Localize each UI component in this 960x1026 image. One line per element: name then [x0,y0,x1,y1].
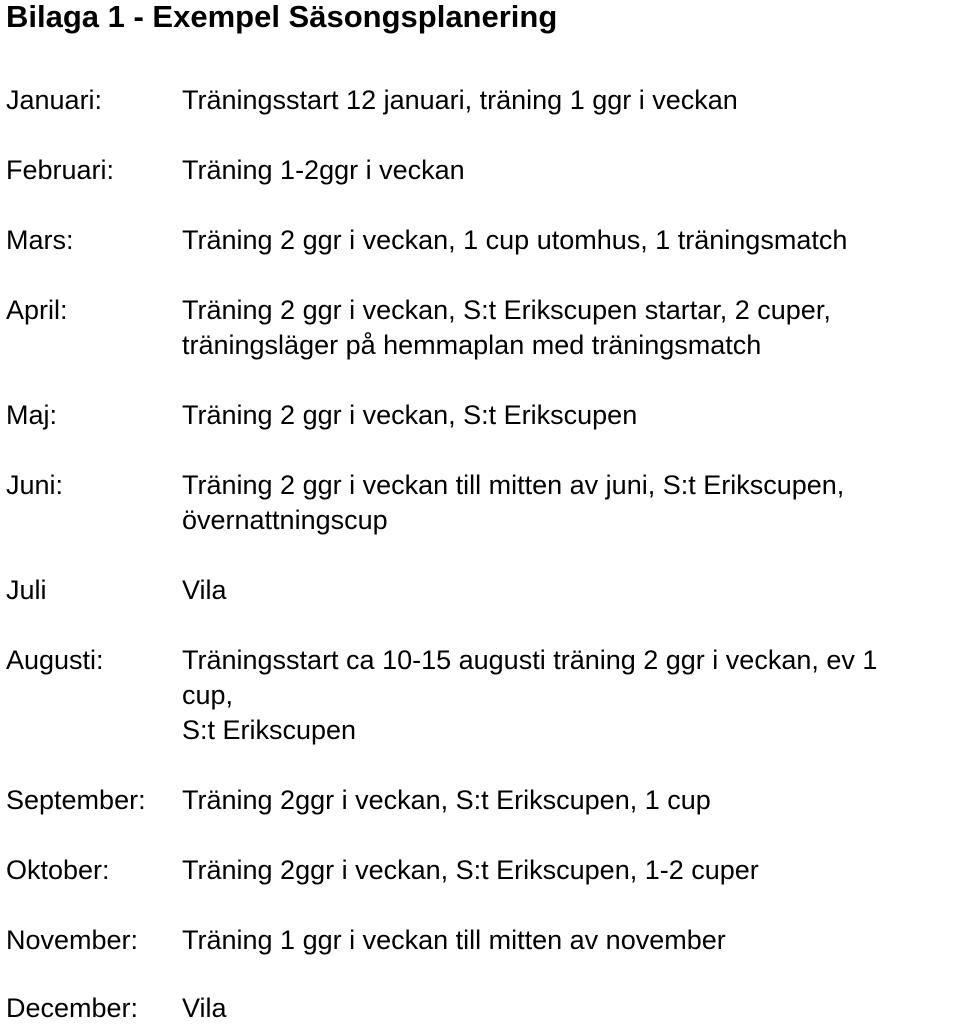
month-label: Januari: [6,85,103,115]
month-label: April: [6,295,68,325]
month-activity [182,991,960,1026]
month-label: Oktober: [6,855,110,885]
activity-line: Träningsstart 12 januari, träning 1 ggr i veckan [182,85,738,115]
activity-line: Träning 2 ggr i veckan, S:t Erikscupen startar, 2 cuper, [182,295,831,325]
activity-line: Träning 2 ggr i veckan, 1 cup utomhus, 1 träningsmatch [182,225,848,255]
month-activity [182,398,960,433]
activity-line: Träning 1-2ggr i veckan [182,155,465,185]
activity-line: Träningsstart ca 10-15 augusti träning 2 ggr i veckan, ev 1 [182,645,878,675]
month-label: Juni: [6,470,64,500]
month-label: December: [6,993,139,1023]
month-label: Februari: [6,155,115,185]
month-label: Maj: [6,400,58,430]
month-label: Mars: [6,225,74,255]
month-label: Augusti: [6,645,104,675]
activity-line: träningsläger på hemmaplan med träningsmatch [182,330,762,360]
month-activity [182,468,960,538]
month-activity [182,223,960,258]
activity-line: Vila [182,993,227,1023]
activity-line: Träning 2 ggr i veckan till mitten av juni, S:t Erikscupen, [182,470,845,500]
month-activity [182,853,960,888]
activity-line: Träning 2 ggr i veckan, S:t Erikscupen [182,400,638,430]
month-activity [182,83,960,118]
month-label: November: [6,925,139,955]
activity-line: Träning 2ggr i veckan, S:t Erikscupen, 1 cup [182,785,711,815]
month-activity [182,783,960,818]
month-label: Juli [6,575,47,605]
month-label: September: [6,785,146,815]
activity-line: Träning 1 ggr i veckan till mitten av november [182,925,726,955]
activity-line: cup, [182,680,234,710]
activity-line: övernattningscup [182,505,388,535]
activity-line: S:t Erikscupen [182,715,357,745]
month-activity [182,573,960,608]
activity-line: Vila [182,575,227,605]
month-activity [182,153,960,188]
month-activity [182,923,960,958]
document-title: Bilaga 1 - Exempel Säsongsplanering [6,0,558,34]
month-activity [182,643,960,748]
month-activity [182,293,960,363]
activity-line: Träning 2ggr i veckan, S:t Erikscupen, 1-2 cuper [182,855,759,885]
